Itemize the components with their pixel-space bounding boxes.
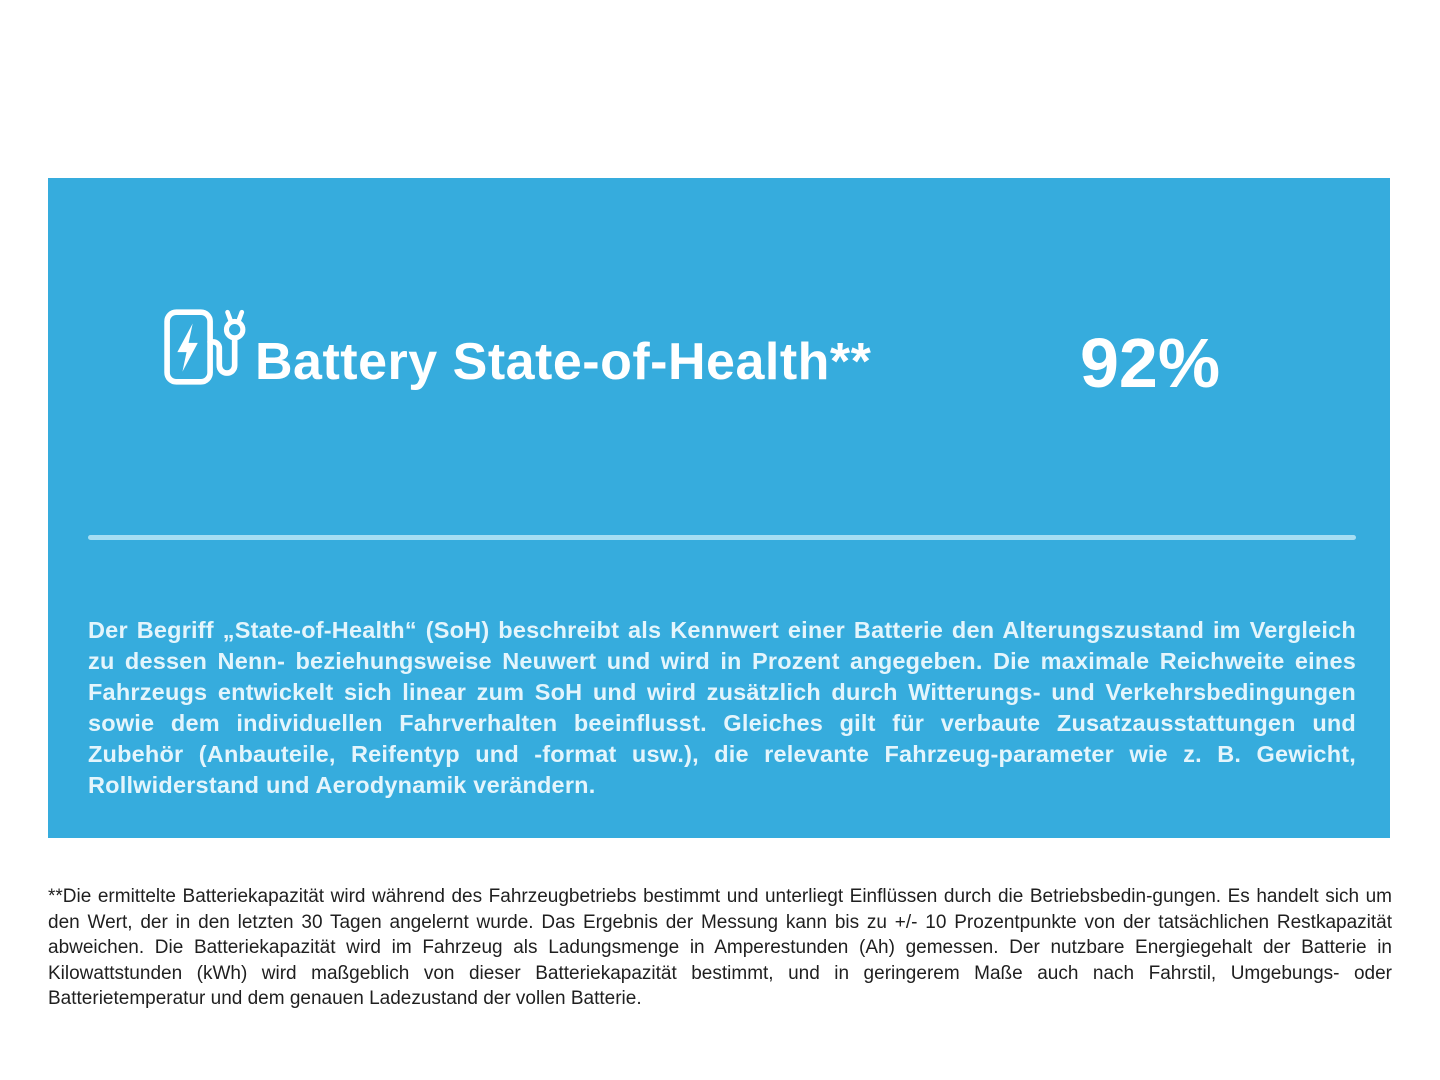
plug-head-icon <box>226 321 242 337</box>
divider-line <box>88 535 1356 540</box>
card-title: Battery State-of-Health** <box>255 333 872 391</box>
soh-value: 92% <box>1080 324 1221 402</box>
footnote-text: **Die ermittelte Batteriekapazität wird während des Fahrzeugbetriebs bestimmt und unterliegt Einflüssen durch die Betriebsbedin-gungen. Es handelt sich um den Wert, der in den letzten 30 Tagen angelernt wurde. Das Ergebnis der Messung kann bis zu +/- 10 Prozentpunkte von der tatsächlichen Restkapazität abweichen. Die Batteriekapazität wird im Fahrzeug als Ladungsmenge in Amperestunden (Ah) gemessen. Der nutzbare Energiegehalt der Batterie in Kilowattstunden (kWh) wird maßgeblich von dieser Batteriekapazität bestimmt, und in geringerem Maße auch nach Fahrstil, Umgebungs- oder Batterietemperatur und dem genauen Ladezustand der vollen Batterie. <box>48 886 1392 1009</box>
charging-cable <box>210 339 235 373</box>
card-description: Der Begriff „State-of-Health“ (SoH) beschreibt als Kennwert einer Batterie den Alterungszustand im Vergleich zu dessen Nenn- beziehungsweise Neuwert und wird in Prozent angegeben. Die maximale Reichweite eines Fahrzeugs entwickelt sich linear zum SoH und wird zusätzlich durch Witterungs- und Verkehrsbedingungen sowie dem individuellen Fahrverhalten beeinflusst. Gleiches gilt für verbaute Zusatzausstattungen und Zubehör (Anbauteile, Reifentyp und -format usw.), die relevante Fahrzeug-parameter wie z. B. Gewicht, Rollwiderstand und Aerodynamik verändern. <box>88 617 1356 798</box>
charging-station-icon <box>163 304 249 390</box>
lightning-bolt-icon <box>177 323 197 371</box>
battery-soh-card <box>48 178 1390 838</box>
